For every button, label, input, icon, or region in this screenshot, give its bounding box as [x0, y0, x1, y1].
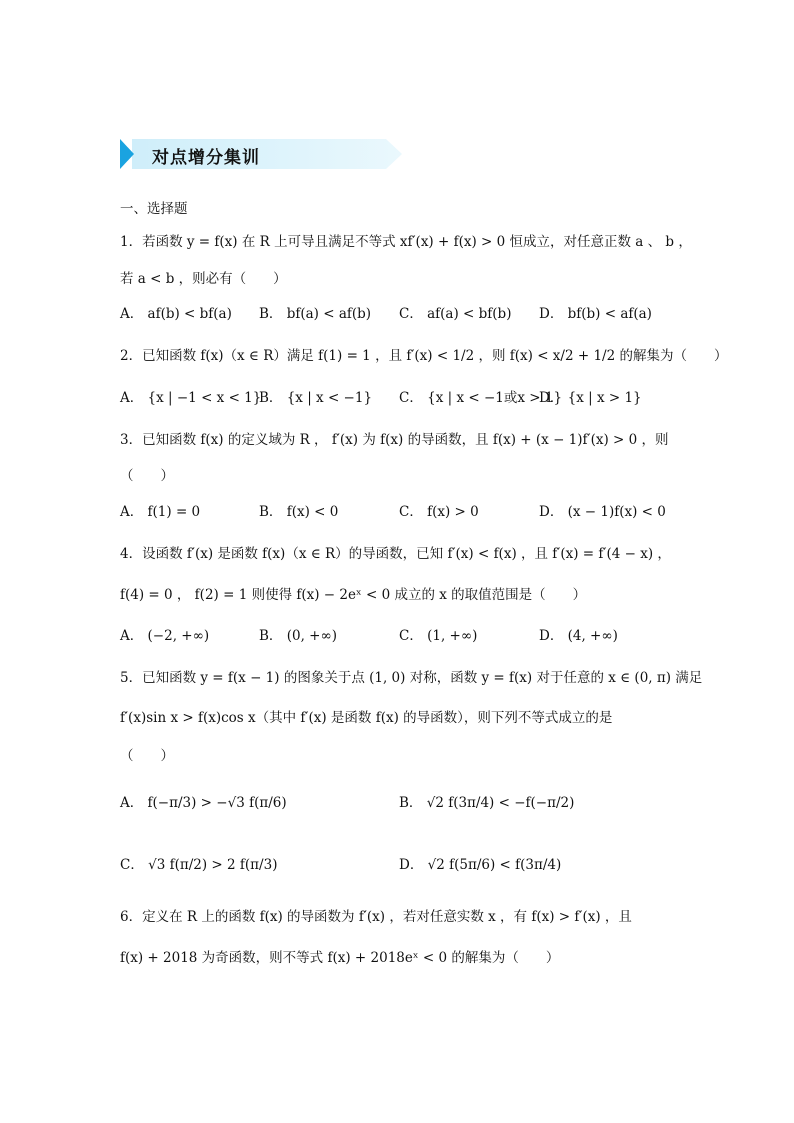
banner-title: 对点增分集训 [152, 148, 260, 168]
q3-line-2: （ ） [120, 468, 174, 484]
q5-option-d[interactable]: D． √2 f(5π/6) < f(3π/4) [399, 857, 562, 873]
q4-option-d[interactable]: D． (4, +∞) [539, 628, 618, 644]
q3-option-d[interactable]: D． (x − 1)f(x) < 0 [539, 504, 666, 520]
q4-option-b[interactable]: B． (0, +∞) [259, 628, 337, 644]
q1-option-a[interactable]: A． af(b) < bf(a) [120, 306, 232, 322]
q1-line-2: 若 a < b ，则必有（ ） [120, 271, 287, 287]
q2-option-b[interactable]: B． {x | x < −1} [259, 390, 373, 406]
q4-line-1: 4．设函数 f′(x) 是函数 f(x)（x ∈ R）的导函数，已知 f′(x) < f(x) ，且 f′(x) = f′(4 − x) ， [120, 546, 671, 562]
q6-line-2: f(x) + 2018 为奇函数，则不等式 f(x) + 2018eˣ < 0 的解集为（ ） [120, 950, 560, 966]
q4-option-a[interactable]: A． (−2, +∞) [120, 628, 210, 644]
q5-line-1: 5．已知函数 y = f(x − 1) 的图象关于点 (1, 0) 对称，函数 y = f(x) 对于任意的 x ∈ (0, π) 满足 [120, 670, 703, 686]
q1-option-c[interactable]: C． af(a) < bf(b) [399, 306, 512, 322]
q2-option-c[interactable]: C． {x | x < −1或x > 1} [399, 390, 563, 406]
section-heading: 一、选择题 [120, 201, 188, 217]
q1-line-1: 1．若函数 y = f(x) 在 R 上可导且满足不等式 xf′(x) + f(x) > 0 恒成立，对任意正数 a 、 b ， [120, 234, 692, 250]
q3-option-b[interactable]: B． f(x) < 0 [259, 504, 339, 520]
q2-line-1: 2．已知函数 f(x)（x ∈ R）满足 f(1) = 1 ，且 f′(x) < 1/2 ，则 f(x) < x/2 + 1/2 的解集为（ ） [120, 348, 728, 364]
q5-line-2: f′(x)sin x > f(x)cos x（其中 f′(x) 是函数 f(x) 的导函数），则下列不等式成立的是 [120, 710, 613, 726]
q5-option-b[interactable]: B． √2 f(3π/4) < −f(−π/2) [399, 795, 575, 811]
arrow-icon [120, 139, 134, 169]
q2-option-a[interactable]: A． {x | −1 < x < 1} [120, 390, 262, 406]
q3-line-1: 3．已知函数 f(x) 的定义域为 R ， f′(x) 为 f(x) 的导函数，且 f(x) + (x − 1)f′(x) > 0 ，则 [120, 432, 669, 448]
q1-option-b[interactable]: B． bf(a) < af(b) [259, 306, 372, 322]
q4-option-c[interactable]: C． (1, +∞) [399, 628, 478, 644]
q2-option-d[interactable]: D． {x | x > 1} [539, 390, 642, 406]
q3-option-c[interactable]: C． f(x) > 0 [399, 504, 479, 520]
q3-option-a[interactable]: A． f(1) = 0 [120, 504, 201, 520]
q5-option-c[interactable]: C． √3 f(π/2) > 2 f(π/3) [120, 857, 278, 873]
q6-line-1: 6．定义在 R 上的函数 f(x) 的导函数为 f′(x) ，若对任意实数 x ，有 f(x) > f′(x) ，且 [120, 909, 632, 925]
q4-line-2: f(4) = 0 ， f(2) = 1 则使得 f(x) − 2eˣ < 0 成立的 x 的取值范围是（ ） [120, 587, 587, 603]
q5-option-a[interactable]: A． f(−π/3) > −√3 f(π/6) [120, 795, 287, 811]
q1-option-d[interactable]: D． bf(b) < af(a) [539, 306, 652, 322]
section-banner [118, 137, 404, 171]
q5-line-3: （ ） [120, 748, 174, 764]
